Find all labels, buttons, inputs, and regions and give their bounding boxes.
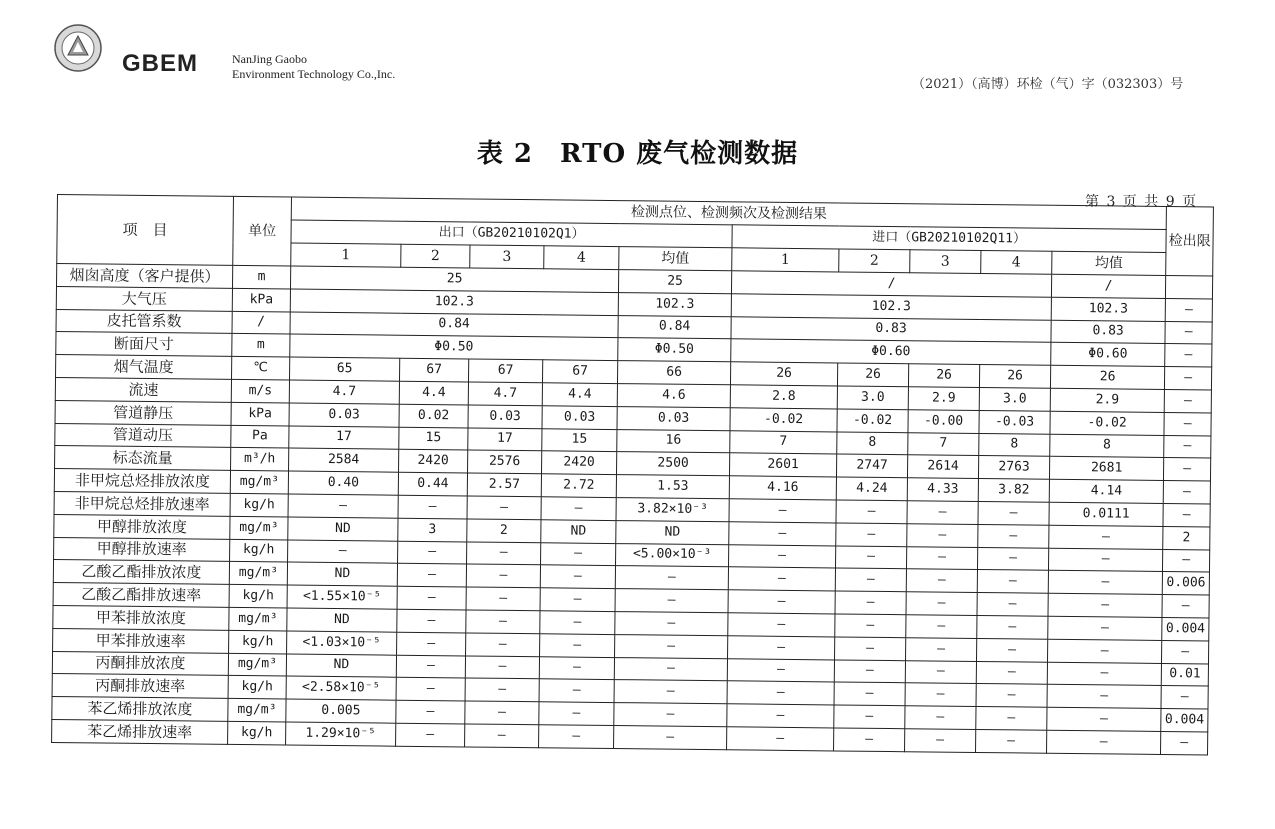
outlet-value: — <box>540 611 615 635</box>
page-indicator: 第 3 页 共 9 页 <box>1085 194 1197 210</box>
inlet-value: — <box>906 592 977 616</box>
outlet-average: — <box>615 589 728 613</box>
outlet-average: — <box>614 657 727 681</box>
inlet-value: — <box>728 590 835 614</box>
row-unit: kg/h <box>230 539 288 562</box>
outlet-value: — <box>540 633 615 657</box>
outlet-value: — <box>465 655 539 679</box>
inlet-value: — <box>978 501 1049 525</box>
inlet-value: 26 <box>730 362 837 386</box>
inlet-value: 4.16 <box>729 476 836 500</box>
outlet-value: ND <box>287 562 397 586</box>
row-item: 管道静压 <box>55 400 231 425</box>
outlet-value: 2420 <box>399 450 468 474</box>
inlet-value: — <box>977 615 1048 639</box>
detection-limit: — <box>1163 481 1210 504</box>
detection-limit: 0.004 <box>1162 617 1209 640</box>
outlet-value: — <box>288 494 398 518</box>
outlet-value: 1.29×10⁻⁵ <box>286 722 396 746</box>
outlet-value: — <box>465 678 539 702</box>
inlet-value: — <box>976 729 1047 753</box>
row-unit: m³/h <box>231 448 289 471</box>
inlet-value: — <box>905 729 976 753</box>
brand-name: GBEM <box>122 50 198 77</box>
detection-limit: — <box>1165 321 1212 344</box>
freq-out-3: 3 <box>470 245 544 269</box>
inlet-value: — <box>728 636 835 660</box>
inlet-value: 8 <box>979 433 1050 457</box>
outlet-value: 67 <box>468 359 542 383</box>
detection-limit: — <box>1164 435 1211 458</box>
inlet-average: — <box>1047 685 1161 709</box>
detection-limit: 0.004 <box>1161 709 1208 732</box>
row-unit: m <box>232 265 290 288</box>
detection-limit: — <box>1161 686 1208 709</box>
header-group: 检测点位、检测频次及检测结果 <box>291 197 1166 229</box>
outlet-value: — <box>466 610 540 634</box>
inlet-value: — <box>729 499 836 523</box>
outlet-value: 0.40 <box>288 471 398 495</box>
inlet-value: — <box>977 570 1048 594</box>
outlet-value: 4.4 <box>399 381 468 405</box>
inlet-value: 2747 <box>836 454 907 478</box>
row-item: 烟气温度 <box>56 355 232 380</box>
outlet-value: <1.03×10⁻⁵ <box>287 631 397 655</box>
outlet-value: — <box>398 495 467 519</box>
detection-limit: — <box>1162 640 1209 663</box>
inlet-value: 7 <box>908 432 979 456</box>
row-unit: kg/h <box>228 721 286 744</box>
outlet-average: 66 <box>617 361 730 385</box>
header-outlet: 出口（GB20210102Q1） <box>291 220 732 248</box>
detection-limit: 0.006 <box>1162 572 1209 595</box>
outlet-value: — <box>539 679 614 703</box>
row-unit: kg/h <box>229 630 287 653</box>
inlet-value: — <box>835 568 906 592</box>
row-item: 苯乙烯排放速率 <box>52 719 228 744</box>
header-inlet: 进口（GB20210102Q11） <box>732 225 1166 253</box>
outlet-value: — <box>541 542 616 566</box>
freq-out-4: 4 <box>544 246 619 270</box>
inlet-merged-value: 0.83 <box>731 316 1051 342</box>
inlet-value: — <box>835 614 906 638</box>
detection-limit: 0.01 <box>1161 663 1208 686</box>
outlet-value: — <box>397 586 466 610</box>
inlet-value: — <box>906 546 977 570</box>
inlet-average: — <box>1049 525 1163 549</box>
header-unit: 单位 <box>233 196 292 266</box>
outlet-value: 4.4 <box>542 383 617 407</box>
inlet-value: — <box>729 522 836 546</box>
outlet-value: — <box>466 587 540 611</box>
row-unit: ℃ <box>232 357 290 380</box>
inlet-value: — <box>834 728 905 752</box>
row-item: 非甲烷总烃排放速率 <box>54 491 230 516</box>
outlet-value: <2.58×10⁻⁵ <box>286 676 396 700</box>
outlet-value: — <box>467 542 541 566</box>
inlet-average: — <box>1047 730 1161 754</box>
outlet-average: — <box>615 566 728 590</box>
outlet-value: 2584 <box>289 448 399 472</box>
row-unit: mg/m³ <box>230 516 288 539</box>
inlet-average: Φ0.60 <box>1051 343 1165 367</box>
inlet-value: — <box>907 523 978 547</box>
outlet-value: — <box>397 564 466 588</box>
outlet-value: — <box>539 702 614 726</box>
outlet-average: — <box>614 680 727 704</box>
outlet-value: 4.7 <box>289 380 399 404</box>
outlet-value: 2420 <box>541 451 616 475</box>
inlet-merged-value: / <box>731 271 1051 297</box>
outlet-value: 15 <box>399 427 468 451</box>
outlet-value: 15 <box>542 428 617 452</box>
outlet-average: 3.82×10⁻³ <box>616 498 729 522</box>
row-unit: mg/m³ <box>229 607 287 630</box>
inlet-value: 3.82 <box>978 479 1049 503</box>
outlet-value: 65 <box>290 357 400 381</box>
header-item: 项 目 <box>57 195 234 266</box>
detection-limit: — <box>1165 298 1212 321</box>
outlet-value: <1.55×10⁻⁵ <box>287 585 397 609</box>
inlet-average: — <box>1048 548 1162 572</box>
outlet-average: 0.84 <box>618 315 731 339</box>
inlet-value: — <box>836 523 907 547</box>
outlet-value: — <box>540 588 615 612</box>
outlet-value: — <box>466 564 540 588</box>
freq-out-2: 2 <box>401 244 470 268</box>
inlet-value: — <box>836 500 907 524</box>
outlet-average: — <box>615 612 728 636</box>
outlet-average: — <box>614 703 727 727</box>
inlet-value: 2601 <box>729 453 836 477</box>
row-item: 管道动压 <box>55 423 231 448</box>
row-unit: Pa <box>231 425 289 448</box>
row-unit: kg/h <box>228 676 286 699</box>
inlet-merged-value: 102.3 <box>731 294 1051 320</box>
freq-in-1: 1 <box>732 248 839 272</box>
outlet-value: 0.44 <box>398 472 467 496</box>
outlet-value: — <box>396 655 465 679</box>
outlet-value: — <box>288 540 398 564</box>
inlet-value: 7 <box>730 430 837 454</box>
row-item: 甲醇排放速率 <box>54 537 230 562</box>
row-unit: kPa <box>231 402 289 425</box>
row-unit: / <box>232 311 290 334</box>
company-name-line1: NanJing Gaobo <box>232 52 307 66</box>
inlet-value: — <box>977 547 1048 571</box>
outlet-value: — <box>541 497 616 521</box>
outlet-average: ND <box>616 520 729 544</box>
detection-limit: — <box>1161 731 1208 754</box>
outlet-value: 2.72 <box>541 474 616 498</box>
inlet-average: — <box>1047 662 1161 686</box>
inlet-average: 26 <box>1050 365 1164 389</box>
row-unit: mg/m³ <box>230 471 288 494</box>
inlet-value: — <box>905 706 976 730</box>
inlet-average: — <box>1048 593 1162 617</box>
inlet-value: — <box>835 591 906 615</box>
outlet-value: 67 <box>399 358 468 382</box>
row-unit: mg/m³ <box>228 699 286 722</box>
freq-out-avg: 均值 <box>619 247 732 271</box>
row-item: 大气压 <box>56 286 232 311</box>
inlet-value: -0.02 <box>730 408 837 432</box>
inlet-value: — <box>905 683 976 707</box>
outlet-average: 16 <box>617 429 730 453</box>
outlet-average: 25 <box>618 270 731 294</box>
inlet-value: — <box>729 544 836 568</box>
row-item: 乙酸乙酯排放浓度 <box>53 560 229 585</box>
outlet-value: — <box>396 700 465 724</box>
row-unit: kPa <box>232 288 290 311</box>
outlet-average: 4.6 <box>617 384 730 408</box>
company-seal-logo <box>54 24 102 72</box>
detection-limit: — <box>1164 412 1211 435</box>
outlet-average: <5.00×10⁻³ <box>616 543 729 567</box>
inlet-value: -0.03 <box>979 410 1050 434</box>
inlet-value: 26 <box>979 365 1050 389</box>
outlet-value: — <box>539 656 614 680</box>
inlet-average: — <box>1047 707 1161 731</box>
inlet-value: — <box>976 684 1047 708</box>
row-item: 甲苯排放浓度 <box>53 605 229 630</box>
row-item: 烟囱高度（客户提供） <box>57 264 233 289</box>
inlet-average: — <box>1048 571 1162 595</box>
detection-limit <box>1166 276 1213 299</box>
outlet-value: — <box>539 725 614 749</box>
outlet-value: — <box>397 609 466 633</box>
detection-limit: — <box>1162 595 1209 618</box>
inlet-average: 0.0111 <box>1049 502 1163 526</box>
outlet-value: 17 <box>468 428 542 452</box>
outlet-value: ND <box>541 520 616 544</box>
freq-out-1: 1 <box>291 243 401 267</box>
inlet-average: 2.9 <box>1050 388 1164 412</box>
outlet-value: — <box>465 701 539 725</box>
row-unit: kg/h <box>229 585 287 608</box>
inlet-average: 4.14 <box>1049 479 1163 503</box>
row-item: 甲苯排放速率 <box>53 628 229 653</box>
inlet-value: — <box>976 707 1047 731</box>
freq-in-2: 2 <box>839 249 910 273</box>
inlet-average: 0.83 <box>1051 320 1165 344</box>
inlet-value: — <box>905 660 976 684</box>
outlet-average: 102.3 <box>618 292 731 316</box>
inlet-merged-value: Φ0.60 <box>731 339 1051 365</box>
inlet-value: — <box>976 661 1047 685</box>
company-name <box>232 52 395 82</box>
inlet-value: 4.33 <box>907 478 978 502</box>
outlet-average: 2500 <box>616 452 729 476</box>
outlet-value: 67 <box>542 360 617 384</box>
outlet-value: ND <box>288 517 398 541</box>
inlet-value: — <box>977 593 1048 617</box>
rto-exhaust-table <box>51 194 1214 755</box>
inlet-value: 2763 <box>978 456 1049 480</box>
row-item: 非甲烷总烃排放浓度 <box>54 469 230 494</box>
outlet-value: — <box>396 723 465 747</box>
outlet-merged-value: 0.84 <box>290 312 618 338</box>
outlet-average: 0.03 <box>617 406 730 430</box>
header-limit: 检出限 <box>1166 207 1214 277</box>
inlet-value: 26 <box>837 363 908 387</box>
outlet-average: 1.53 <box>616 475 729 499</box>
inlet-value: — <box>906 637 977 661</box>
freq-in-avg: 均值 <box>1052 251 1166 275</box>
outlet-value: 0.03 <box>468 405 542 429</box>
outlet-merged-value: 25 <box>290 266 618 292</box>
page-title: 表 2 RTO 废气检测数据 <box>476 139 799 169</box>
outlet-merged-value: Φ0.50 <box>290 334 618 360</box>
inlet-value: — <box>728 567 835 591</box>
outlet-value: — <box>466 633 540 657</box>
outlet-value: 0.02 <box>399 404 468 428</box>
company-name-line2: Environment Technology Co.,Inc. <box>232 67 396 81</box>
outlet-value: — <box>540 565 615 589</box>
detection-limit: — <box>1164 389 1211 412</box>
inlet-average: -0.02 <box>1050 411 1164 435</box>
inlet-value: 2614 <box>907 455 978 479</box>
outlet-value: 3 <box>398 518 467 542</box>
detection-limit: 2 <box>1163 526 1210 549</box>
row-unit: mg/m³ <box>229 562 287 585</box>
inlet-value: -0.02 <box>837 409 908 433</box>
outlet-merged-value: 102.3 <box>290 289 618 315</box>
outlet-value: 4.7 <box>468 382 542 406</box>
inlet-value: -0.00 <box>908 410 979 434</box>
inlet-value: — <box>906 615 977 639</box>
inlet-value: 2.8 <box>730 385 837 409</box>
outlet-value: — <box>467 496 541 520</box>
inlet-value: — <box>727 704 834 728</box>
row-item: 流速 <box>55 377 231 402</box>
inlet-value: 3.0 <box>979 387 1050 411</box>
inlet-average: — <box>1047 639 1161 663</box>
outlet-value: 0.005 <box>286 699 396 723</box>
inlet-value: — <box>834 659 905 683</box>
inlet-value: — <box>727 681 834 705</box>
row-item: 甲醇排放浓度 <box>54 514 230 539</box>
inlet-average: / <box>1051 274 1165 298</box>
inlet-value: — <box>835 546 906 570</box>
detection-limit: — <box>1163 503 1210 526</box>
outlet-average: — <box>614 725 727 749</box>
row-item: 断面尺寸 <box>56 332 232 357</box>
inlet-average: 8 <box>1050 434 1164 458</box>
detection-limit: — <box>1163 549 1210 572</box>
outlet-value: 0.03 <box>289 403 399 427</box>
table-container <box>51 194 1217 755</box>
outlet-value: — <box>398 541 467 565</box>
row-unit: kg/h <box>230 493 288 516</box>
outlet-value: — <box>465 724 539 748</box>
inlet-average: 102.3 <box>1051 297 1165 321</box>
inlet-value: — <box>977 638 1048 662</box>
inlet-value: 8 <box>837 432 908 456</box>
row-item: 标态流量 <box>55 446 231 471</box>
row-unit: m <box>232 334 290 357</box>
outlet-value: — <box>397 632 466 656</box>
row-item: 皮托管系数 <box>56 309 232 334</box>
outlet-value: ND <box>287 608 397 632</box>
inlet-value: 2.9 <box>908 387 979 411</box>
inlet-value: — <box>727 727 834 751</box>
row-item: 乙酸乙酯排放速率 <box>53 583 229 608</box>
outlet-value: 2 <box>467 519 541 543</box>
row-item: 苯乙烯排放浓度 <box>52 697 228 722</box>
detection-limit: — <box>1165 344 1212 367</box>
inlet-value: — <box>978 524 1049 548</box>
row-item: 丙酮排放速率 <box>52 674 228 699</box>
report-number: （2021）（高博）环检（气）字（032303）号 <box>912 77 1184 92</box>
inlet-value: — <box>907 501 978 525</box>
outlet-value: ND <box>286 654 396 678</box>
detection-limit: — <box>1165 367 1212 390</box>
outlet-value: 2576 <box>468 450 542 474</box>
inlet-value: 26 <box>908 364 979 388</box>
outlet-value: 0.03 <box>542 406 617 430</box>
outlet-value: — <box>396 678 465 702</box>
inlet-value: — <box>834 705 905 729</box>
row-unit: mg/m³ <box>228 653 286 676</box>
inlet-value: — <box>835 637 906 661</box>
inlet-value: 3.0 <box>837 386 908 410</box>
inlet-value: — <box>906 569 977 593</box>
outlet-average: — <box>615 634 728 658</box>
row-item: 丙酮排放浓度 <box>52 651 228 676</box>
inlet-average: — <box>1048 616 1162 640</box>
outlet-value: 17 <box>289 426 399 450</box>
outlet-value: 2.57 <box>467 473 541 497</box>
inlet-value: 4.24 <box>836 477 907 501</box>
inlet-value: — <box>834 682 905 706</box>
freq-in-3: 3 <box>910 250 981 274</box>
detection-limit: — <box>1164 458 1211 481</box>
freq-in-4: 4 <box>981 251 1052 275</box>
inlet-value: — <box>728 613 835 637</box>
inlet-average: 2681 <box>1049 457 1163 481</box>
inlet-value: — <box>727 658 834 682</box>
outlet-average: Φ0.50 <box>618 338 731 362</box>
row-unit: m/s <box>231 379 289 402</box>
